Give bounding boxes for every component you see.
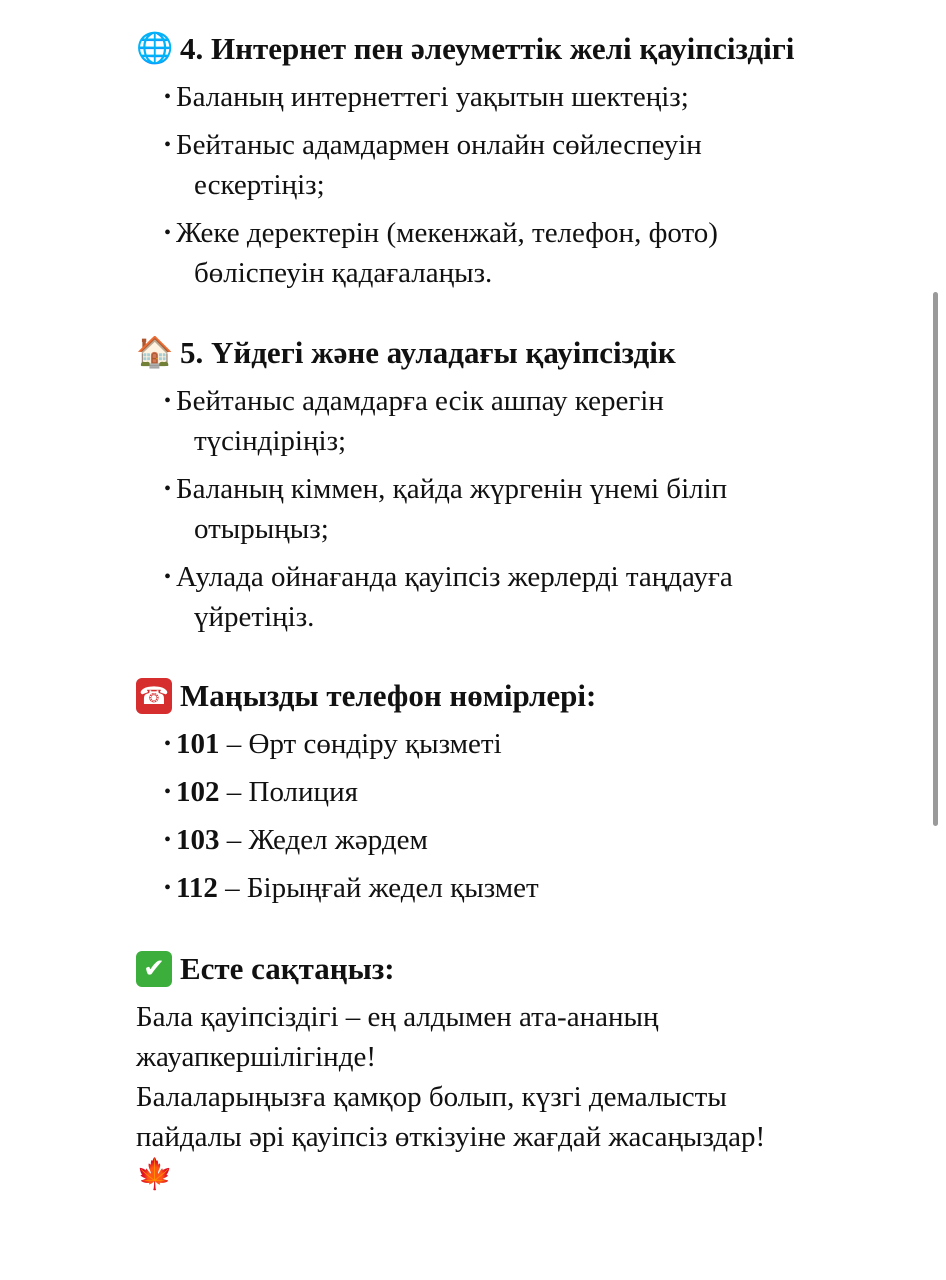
section-heading: [136, 29, 906, 69]
list-item-text: Бейтаныс адамдарға есік ашпау керегін: [176, 385, 664, 417]
section-home-safety: [136, 333, 906, 637]
paragraph-line: пайдалы әрі қауіпсіз өткізуіне жағдай жасаңыздар!: [136, 1121, 766, 1153]
list-item: [136, 77, 906, 117]
section-heading: [136, 333, 906, 373]
bullet-icon: •: [164, 829, 172, 851]
phone-item: [136, 820, 906, 860]
telephone-icon: ☎: [136, 678, 172, 714]
bullet-icon: •: [164, 733, 172, 755]
bullet-icon: •: [164, 877, 172, 899]
list-item-text: Бейтаныс адамдармен онлайн сөйлеспеуін: [176, 129, 702, 161]
bullet-icon: •: [164, 478, 172, 500]
list-item-text: Баланың интернеттегі уақытын шектеңіз;: [176, 81, 689, 113]
maple-leaf-icon: 🍁: [136, 1157, 174, 1192]
section-title: 5. Үйдегі және ауладағы қауіпсіздік: [180, 335, 676, 370]
globe-icon: 🌐: [136, 31, 174, 66]
section-title: Есте сақтаңыз:: [180, 951, 395, 986]
house-icon: 🏠: [136, 335, 174, 370]
list-item-text-continued: бөліспеуін қадағалаңыз.: [194, 257, 493, 289]
phone-item: [136, 868, 906, 908]
section-heading: [136, 676, 906, 716]
list-item-text: Аулада ойнағанда қауіпсіз жерлерді таңдауға: [176, 561, 733, 593]
phone-list: [136, 724, 906, 908]
bullet-list: [136, 381, 906, 637]
bullet-icon: •: [164, 781, 172, 803]
bullet-icon: •: [164, 86, 172, 108]
bullet-list: [136, 77, 906, 293]
phone-item: [136, 724, 906, 764]
paragraph-line: Бала қауіпсіздігі – ең алдымен ата-ананың: [136, 1001, 659, 1033]
section-heading: [136, 949, 906, 989]
list-item-text: Баланың кіммен, қайда жүргенін үнемі біліп: [176, 473, 728, 505]
section-internet-safety: [136, 29, 906, 293]
list-item: [136, 213, 906, 293]
paragraph-line: жауапкершілігінде!: [136, 1041, 376, 1073]
list-item: [136, 125, 906, 205]
list-item: [136, 469, 906, 549]
phone-number: 112: [176, 872, 218, 904]
phone-label: – Полиция: [219, 776, 358, 808]
phone-number: 102: [176, 776, 220, 808]
closing-paragraph: [136, 997, 906, 1193]
phone-number: 103: [176, 824, 220, 856]
paragraph-line: Балаларыңызға қамқор болып, күзгі демалысты: [136, 1081, 727, 1113]
section-title: Маңызды телефон нөмірлері:: [180, 678, 597, 713]
bullet-icon: •: [164, 134, 172, 156]
phone-number: 101: [176, 728, 220, 760]
list-item-text: Жеке деректерін (мекенжай, телефон, фото): [176, 217, 718, 249]
bullet-icon: •: [164, 390, 172, 412]
bullet-icon: •: [164, 566, 172, 588]
bullet-icon: •: [164, 222, 172, 244]
phone-item: [136, 772, 906, 812]
list-item-text-continued: отырыңыз;: [194, 513, 329, 545]
phone-label: – Бірыңғай жедел қызмет: [217, 872, 539, 904]
list-item-text-continued: ескертіңіз;: [194, 169, 325, 201]
section-title: 4. Интернет пен әлеуметтік желі қауіпсіздігі: [180, 31, 795, 66]
list-item: [136, 557, 906, 637]
list-item: [136, 381, 906, 461]
phone-label: – Өрт сөндіру қызметі: [219, 728, 502, 760]
list-item-text-continued: үйретіңіз.: [194, 601, 315, 633]
vertical-scrollbar[interactable]: [933, 292, 938, 826]
phone-label: – Жедел жәрдем: [219, 824, 428, 856]
section-remember: [136, 949, 906, 1193]
list-item-text-continued: түсіндіріңіз;: [194, 425, 347, 457]
section-phone-numbers: [136, 676, 906, 908]
check-mark-icon: ✔: [136, 951, 172, 987]
